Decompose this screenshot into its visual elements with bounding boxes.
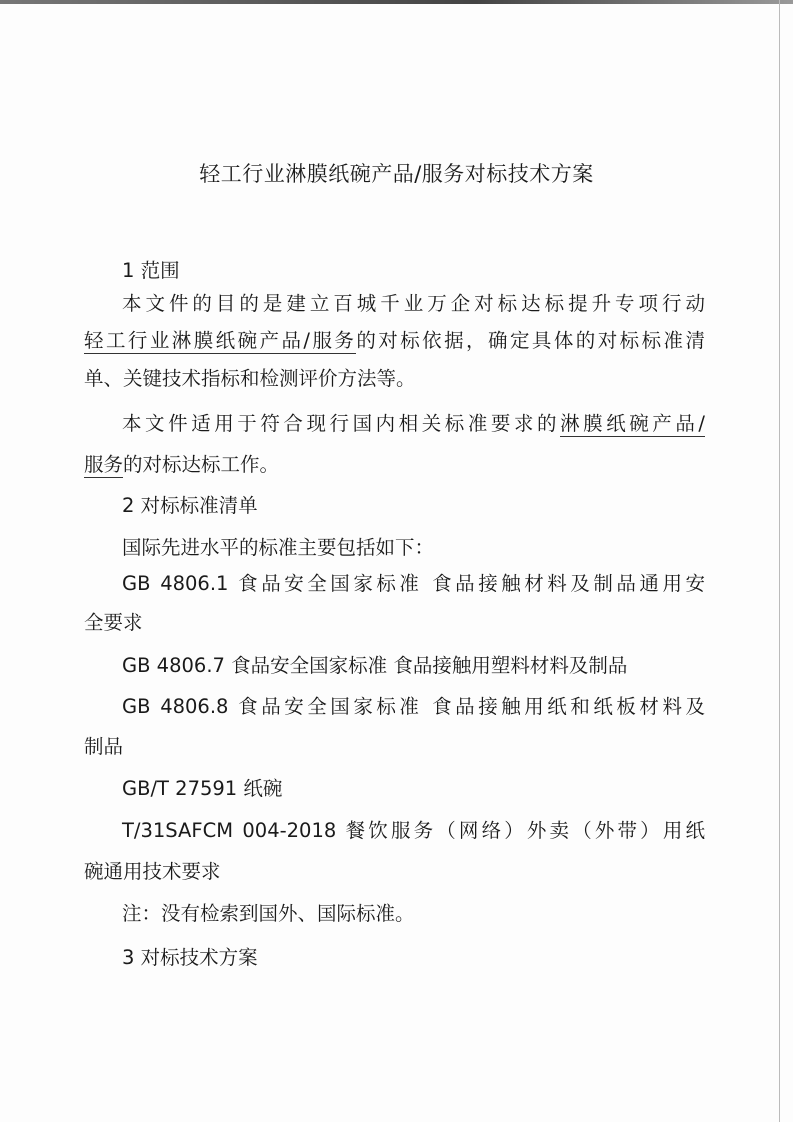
text-line (122, 411, 705, 437)
text-line (122, 258, 180, 284)
text-line (122, 776, 282, 802)
text-segment: 碗通用技术要求 (84, 860, 221, 883)
text-line (84, 859, 221, 885)
document-title: 轻工行业淋膜纸碗产品/服务对标技术方案 (199, 162, 594, 186)
text-segment: 注：没有检索到国外、国际标准。 (122, 902, 415, 925)
text-segment: 全要求 (84, 611, 143, 634)
text-segment: 1 范围 (122, 259, 180, 282)
text-line (84, 610, 143, 636)
text-line (122, 291, 705, 317)
text-segment: GB 4806.7 食品安全国家标准 食品接触用塑料材料及制品 (122, 654, 628, 677)
text-segment: 单、关键技术指标和检测评价方法等。 (84, 367, 416, 390)
underlined-text: 轻工行业淋膜纸碗产品/服务 (84, 329, 357, 352)
underlined-text: 淋膜纸碗产品/ (560, 412, 705, 435)
text-line (84, 734, 123, 760)
text-line (84, 366, 416, 392)
text-segment: GB 4806.8 食品安全国家标准 食品接触用纸和纸板材料及 (122, 695, 705, 718)
text-line (84, 452, 279, 478)
text-line (122, 945, 258, 971)
text-segment: 国际先进水平的标准主要包括如下： (122, 536, 435, 559)
text-segment: GB 4806.1 食品安全国家标准 食品接触材料及制品通用安 (122, 572, 705, 595)
text-segment: 的对标达标工作。 (123, 453, 280, 476)
text-line (122, 535, 434, 561)
text-segment: 的对标依据，确定具体的对标标准清 (356, 329, 705, 352)
underlined-text: 服务 (84, 453, 124, 476)
text-segment: 本文件适用于符合现行国内相关标准要求的 (122, 412, 561, 435)
text-segment: 制品 (84, 735, 124, 758)
text-line (122, 818, 705, 844)
text-segment: 3 对标技术方案 (122, 946, 258, 969)
text-segment: 2 对标标准清单 (122, 494, 258, 517)
text-line (84, 328, 705, 354)
scan-edge-top (0, 0, 793, 4)
text-line (122, 901, 415, 927)
text-line (122, 653, 627, 679)
text-line (122, 571, 705, 597)
text-line (122, 694, 705, 720)
text-segment: T/31SAFCM 004-2018 餐饮服务（网络）外卖（外带）用纸 (122, 819, 705, 842)
text-segment: 本文件的目的是建立百城千业万企对标达标提升专项行动 (122, 292, 705, 315)
text-line (122, 493, 258, 519)
text-segment: GB/T 27591 纸碗 (122, 777, 283, 800)
